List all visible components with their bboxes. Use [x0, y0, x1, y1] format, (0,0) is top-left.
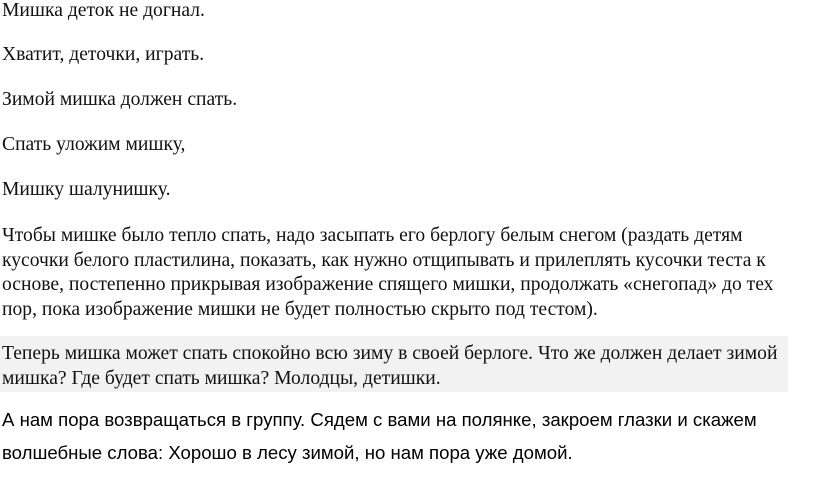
instruction-paragraph: Чтобы мишке было тепло спать, надо засыпать его берлогу белым снегом (раздать детям кусочки белого пластилина, показать, как нужно отщипывать и прилеплять кусочки теста к основе, постепенно прикрывая изображение спящего мишки, продолжать «снегопад» до тех пор, пока изображение мишки не будет полностью скрыто под тестом).	[2, 225, 774, 320]
final-paragraph: А нам пора возвращаться в группу. Сядем с вами на полянке, закроем глазки и скажем волшебные слова: Хорошо в лесу зимой, но нам пора уже домой.	[2, 409, 757, 463]
poem-line-5: Мишку шалунишку.	[2, 179, 171, 200]
poem-line-3: Зимой мишка должен спать.	[2, 89, 238, 110]
poem-line-1: Мишка деток не догнал.	[2, 0, 205, 21]
poem-line-4: Спать уложим мишку,	[2, 134, 186, 155]
poem-line-2: Хватит, деточки, играть.	[2, 44, 205, 65]
closing-question-paragraph: Теперь мишка может спать спокойно всю зиму в своей берлоге. Что же должен делает зимой мишка? Где будет спать мишка? Молодцы, детишки.	[2, 343, 778, 389]
